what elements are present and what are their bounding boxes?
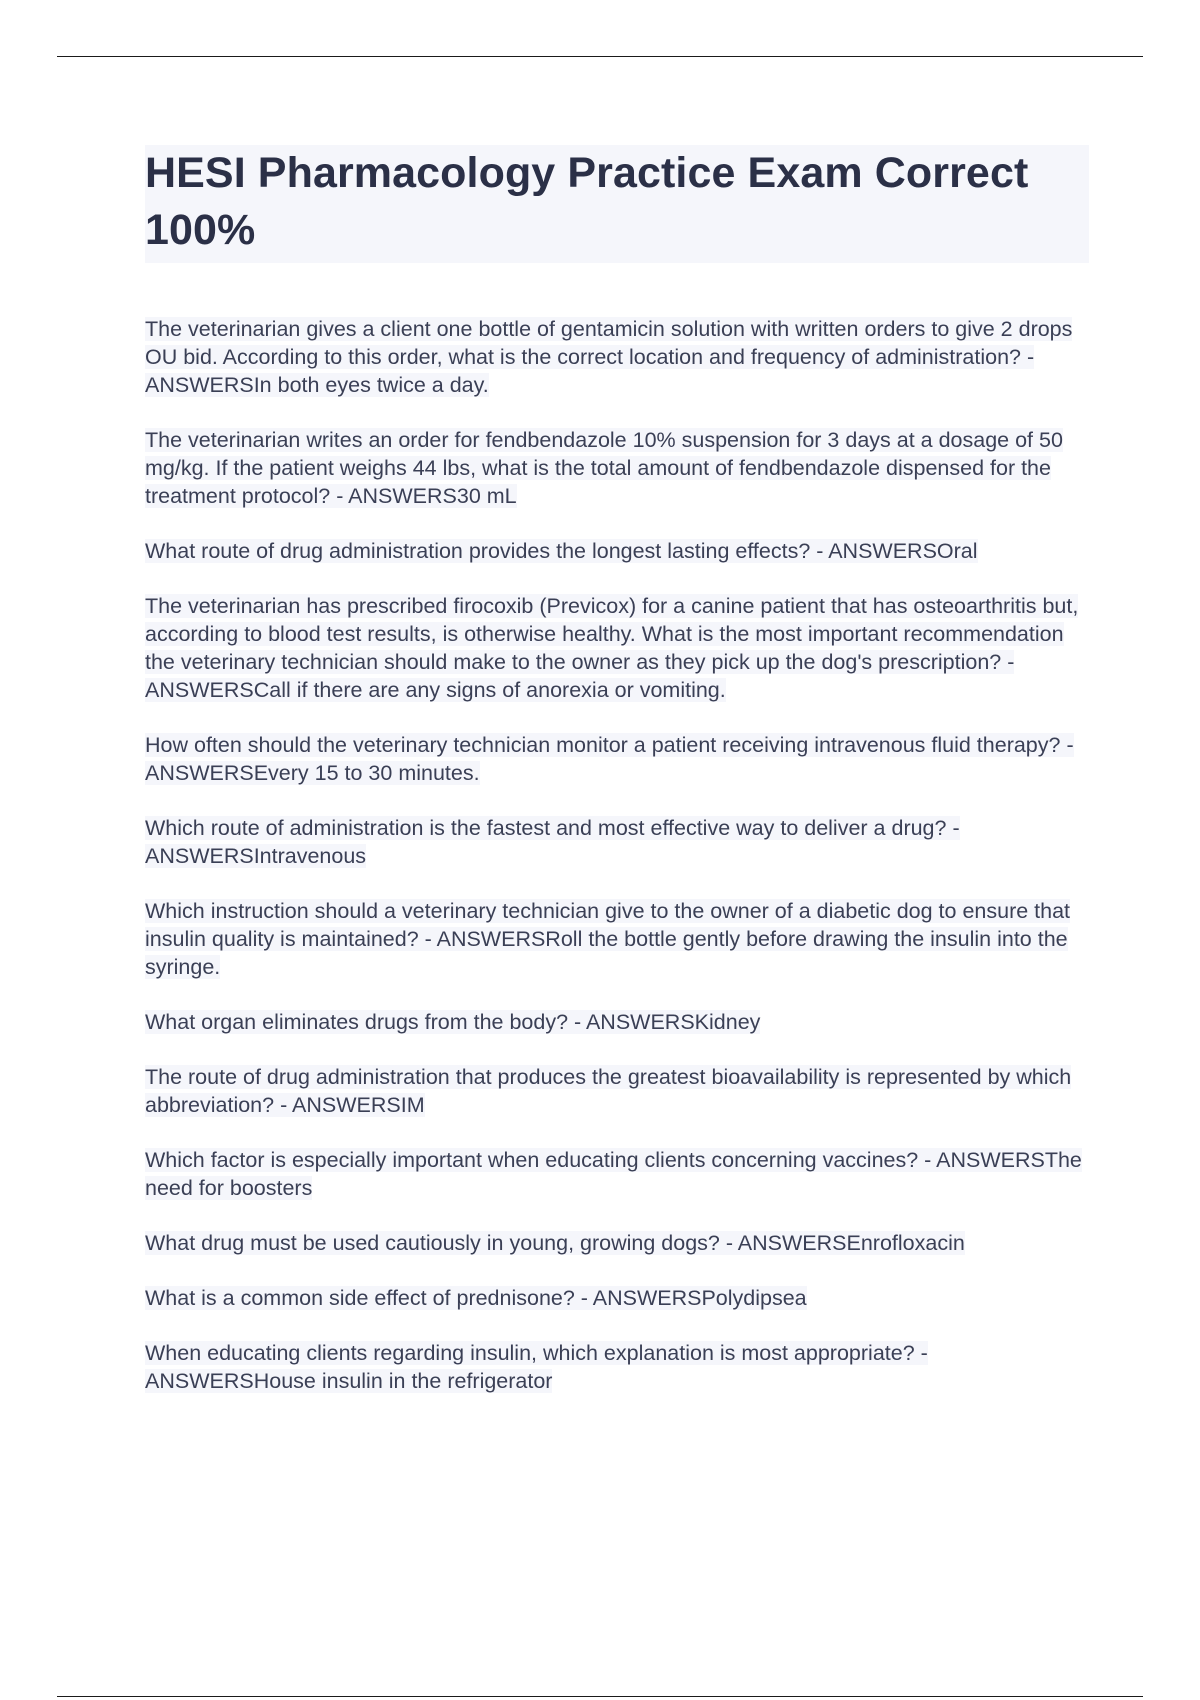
qa-item <box>145 537 1089 565</box>
qa-text: Which instruction should a veterinary technician give to the owner of a diabetic dog to ensure that insulin quality is maintained? - ANSWERSRoll the bottle gently before drawing the insulin into the syringe. <box>145 899 1071 979</box>
qa-item <box>145 315 1089 399</box>
qa-item <box>145 731 1089 787</box>
question-answer-list <box>145 315 1089 1395</box>
qa-text: The veterinarian has prescribed firocoxib (Previcox) for a canine patient that has osteoarthritis but, according to blood test results, is otherwise healthy. What is the most important recommendation the veterinary technician should make to the owner as they pick up the dog's prescription? - ANSWERSCall if there are any signs of anorexia or vomiting. <box>145 594 1079 702</box>
qa-item <box>145 1063 1089 1119</box>
qa-text: The route of drug administration that produces the greatest bioavailability is represented by which abbreviation? - ANSWERSIM <box>145 1065 1072 1117</box>
qa-text: The veterinarian gives a client one bottle of gentamicin solution with written orders to give 2 drops OU bid. According to this order, what is the correct location and frequency of administration? - ANSWERSIn both eyes twice a day. <box>145 317 1073 397</box>
qa-text: Which route of administration is the fastest and most effective way to deliver a drug? - ANSWERSIntravenous <box>145 816 960 868</box>
qa-item <box>145 1339 1089 1395</box>
title-block <box>145 145 1089 263</box>
qa-item <box>145 1146 1089 1202</box>
qa-text: The veterinarian writes an order for fendbendazole 10% suspension for 3 days at a dosage of 50 mg/kg. If the patient weighs 44 lbs, what is the total amount of fendbendazole dispensed for the treatment protocol? - ANSWERS30 mL <box>145 428 1063 508</box>
qa-item <box>145 1229 1089 1257</box>
bottom-divider <box>57 1696 1143 1697</box>
qa-text: What organ eliminates drugs from the body? - ANSWERSKidney <box>145 1010 761 1034</box>
qa-item <box>145 897 1089 981</box>
qa-text: When educating clients regarding insulin, which explanation is most appropriate? - ANSWERSHouse insulin in the refrigerator <box>145 1341 928 1393</box>
qa-item <box>145 592 1089 704</box>
qa-text: What is a common side effect of prednisone? - ANSWERSPolydipsea <box>145 1286 807 1310</box>
top-divider <box>57 56 1143 57</box>
qa-item <box>145 426 1089 510</box>
qa-item <box>145 1284 1089 1312</box>
qa-item <box>145 814 1089 870</box>
page-title: HESI Pharmacology Practice Exam Correct 100% <box>145 149 1029 254</box>
qa-text: What route of drug administration provides the longest lasting effects? - ANSWERSOral <box>145 539 978 563</box>
qa-item <box>145 1008 1089 1036</box>
document-body <box>145 145 1089 1422</box>
qa-text: How often should the veterinary technician monitor a patient receiving intravenous fluid therapy? - ANSWERSEvery 15 to 30 minutes. <box>145 733 1074 785</box>
qa-text: What drug must be used cautiously in young, growing dogs? - ANSWERSEnrofloxacin <box>145 1231 965 1255</box>
qa-text: Which factor is especially important when educating clients concerning vaccines? - ANSWERSThe need for boosters <box>145 1148 1082 1200</box>
